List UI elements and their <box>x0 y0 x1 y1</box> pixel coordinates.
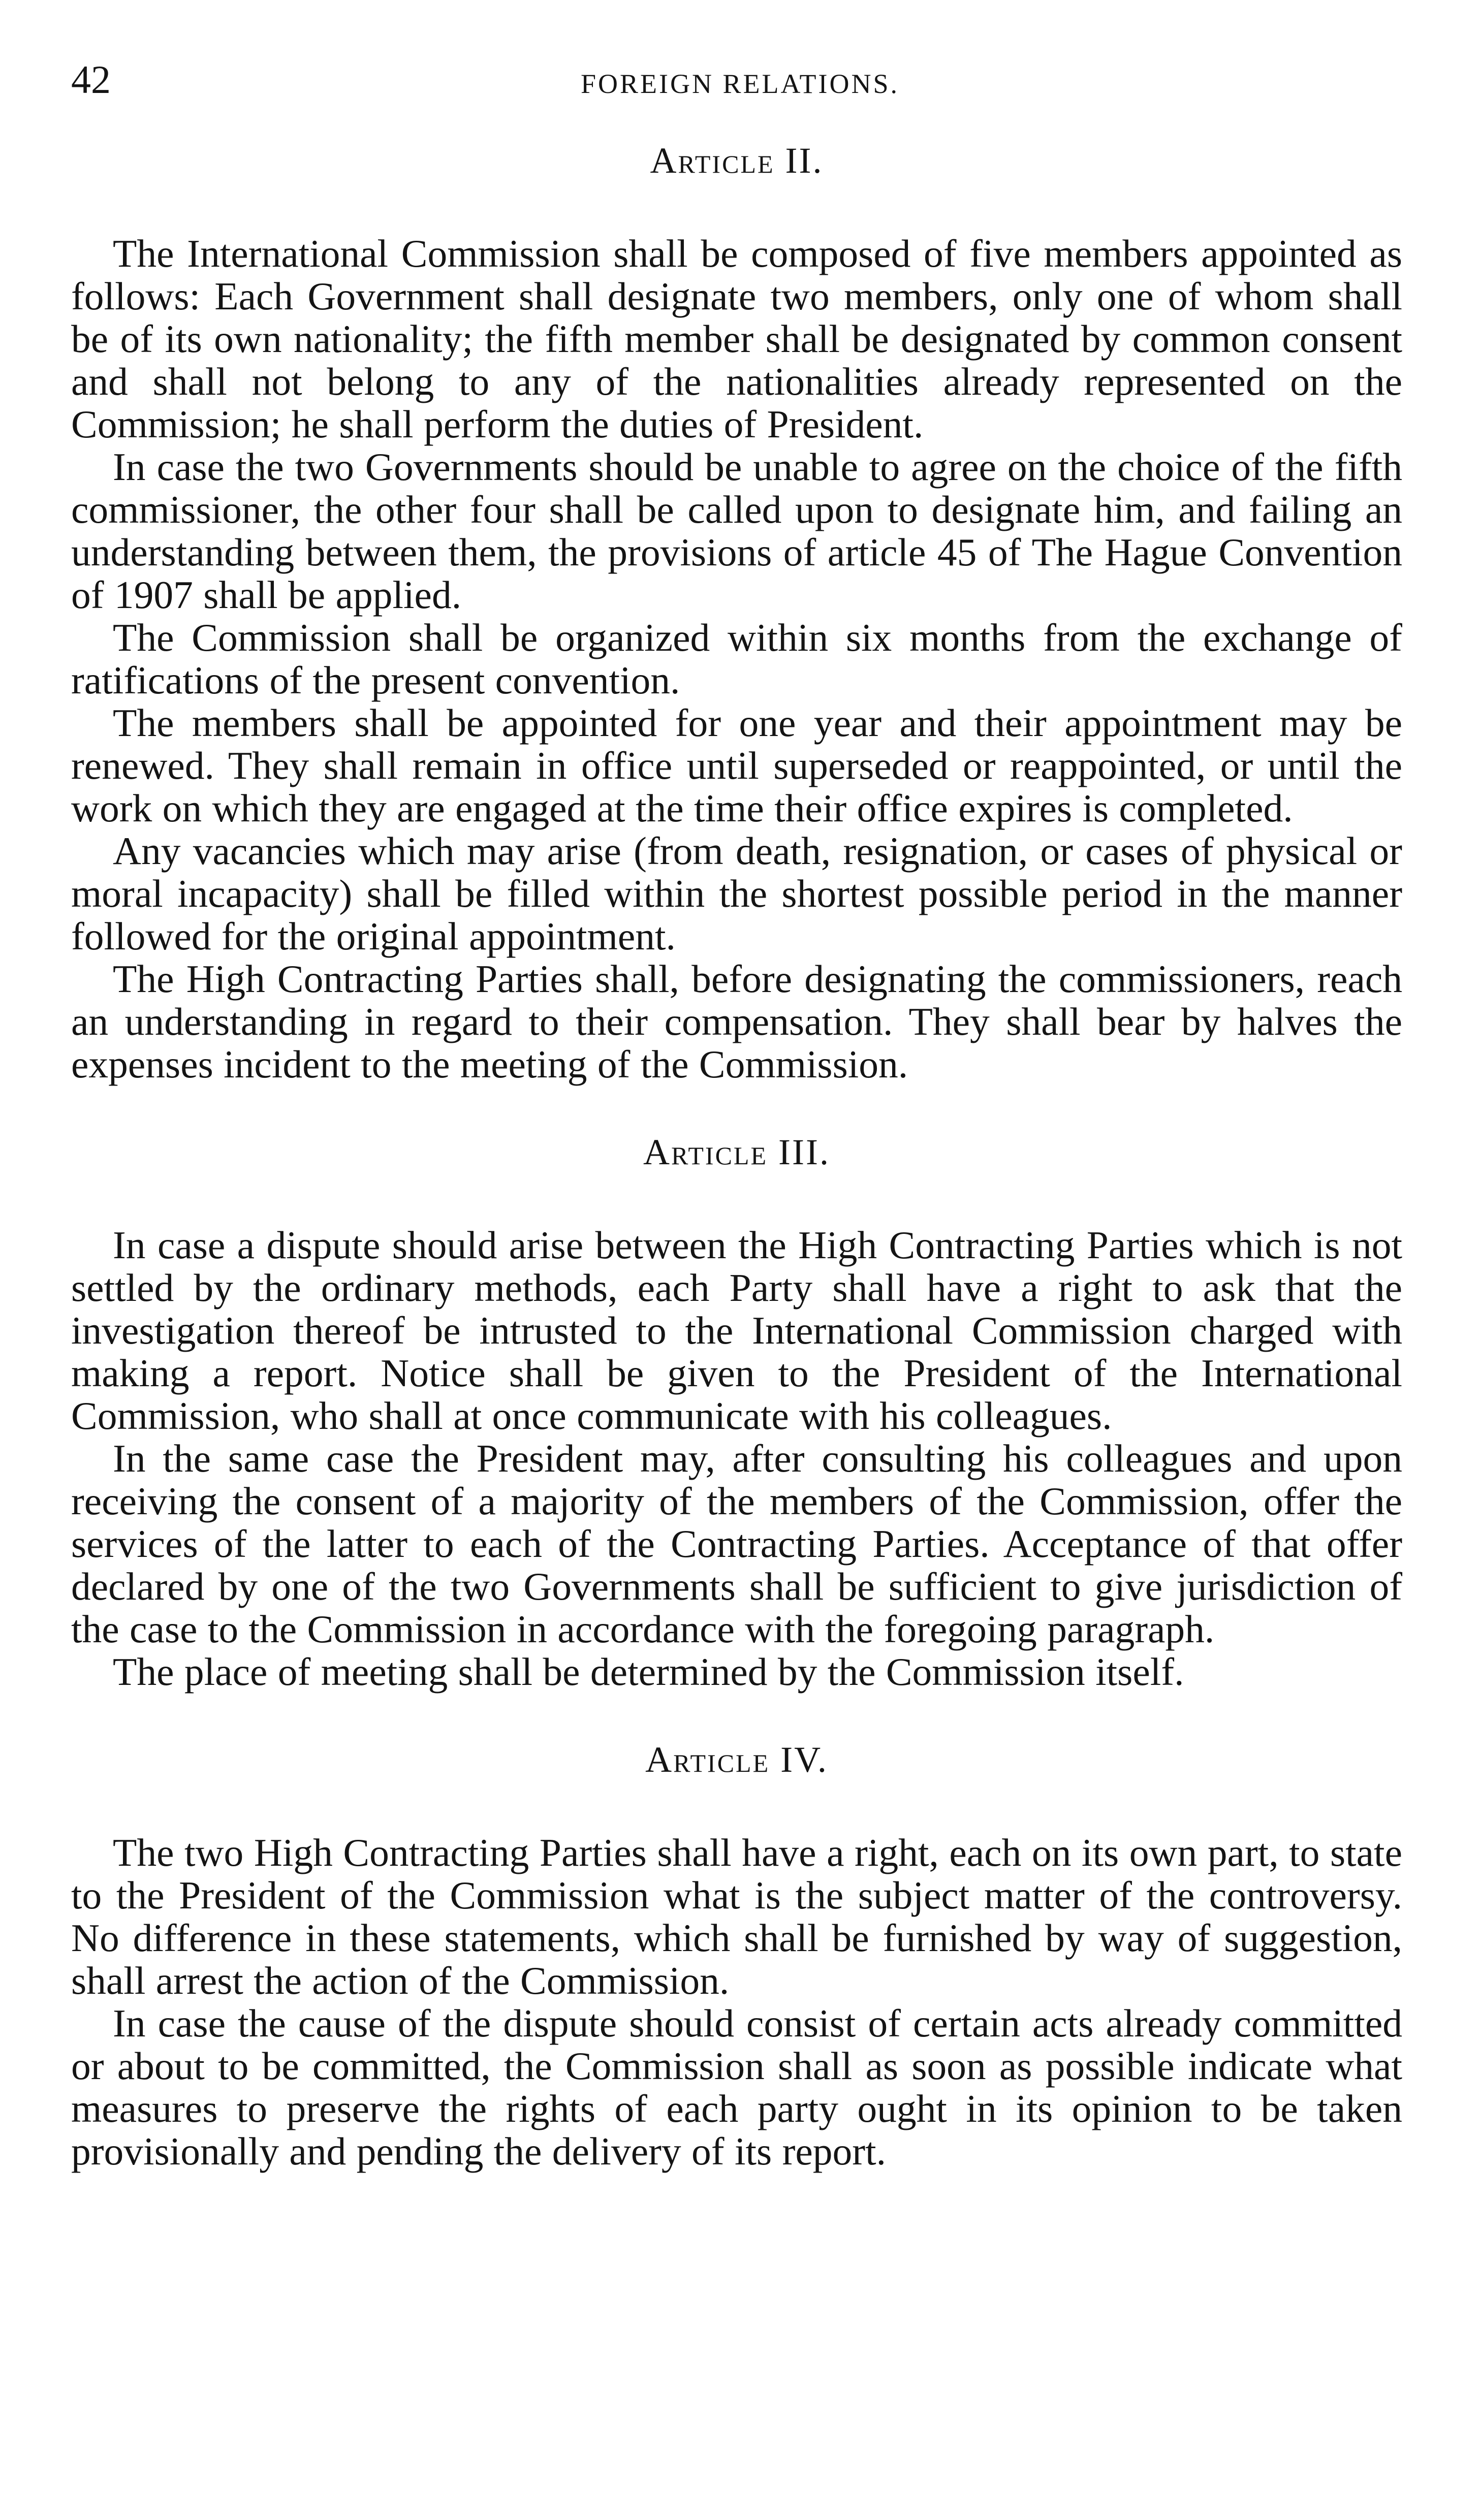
article-4 <box>71 1741 1402 2173</box>
paragraph: The International Commission shall be composed of five members appointed as follows: Each Government shall designate two members, only one of whom shall be of its own nationality; the fifth member shall be designated by common consent and shall not belong to any of the nationalities already represented on the Commission; he shall perform the duties of President. <box>71 232 1402 446</box>
paragraph: In the same case the President may, after consulting his colleagues and upon receiving the consent of a majority of the members of the Commission, offer the services of the latter to each of the Contracting Parties. Acceptance of that offer declared by one of the two Governments shall be sufficient to give jurisdiction of the case to the Commission in accordance with the foregoing paragraph. <box>71 1437 1402 1651</box>
text-column <box>71 142 1402 2173</box>
paragraph: In case a dispute should arise between the High Contracting Parties which is not settled by the ordinary methods, each Party shall have a right to ask that the investigation thereof be intrusted to the International Commission charged with making a report. Notice shall be given to the President of the International Commission, who shall at once communicate with his colleagues. <box>71 1223 1402 1438</box>
paragraph: Any vacancies which may arise (from death, resignation, or cases of physical or moral incapacity) shall be filled within the shortest possible period in the manner followed for the original appointment. <box>71 829 1402 958</box>
paragraph: The members shall be appointed for one year and their appointment may be renewed. They shall remain in office until superseded or reappointed, or until the work on which they are engaged at the time their office expires is completed. <box>71 701 1402 830</box>
paragraph: In case the cause of the dispute should consist of certain acts already committed or about to be committed, the Commission shall as soon as possible indicate what measures to preserve the rights of each party ought in its opinion to be taken provisionally and pending the delivery of its report. <box>71 2001 1402 2173</box>
article-3 <box>71 1134 1402 1693</box>
paragraph: The place of meeting shall be determined by the Commission itself. <box>113 1650 1184 1694</box>
paragraph: The Commission shall be organized within six months from the exchange of ratifications of the present convention. <box>71 616 1402 702</box>
page-number: 42 <box>71 57 111 102</box>
paragraph: The two High Contracting Parties shall have a right, each on its own part, to state to the President of the Commission what is the subject matter of the controversy. No difference in these statements, which shall be furnished by way of suggestion, shall arrest the action of the Commission. <box>71 1831 1402 2002</box>
article-2 <box>71 142 1402 1086</box>
article-heading: Article IV. <box>645 1739 828 1780</box>
article-heading: Article II. <box>650 140 824 181</box>
running-head: FOREIGN RELATIONS. <box>580 69 899 99</box>
paragraph: In case the two Governments should be unable to agree on the choice of the fifth commissioner, the other four shall be called upon to designate him, and failing an understanding between them, the provisions of article 45 of The Hague Convention of 1907 shall be applied. <box>71 445 1402 617</box>
article-heading: Article III. <box>643 1132 830 1172</box>
paragraph: The High Contracting Parties shall, before designating the commissioners, reach an understanding in regard to their compensation. They shall bear by halves the expenses incident to the meeting of the Commission. <box>71 957 1402 1086</box>
